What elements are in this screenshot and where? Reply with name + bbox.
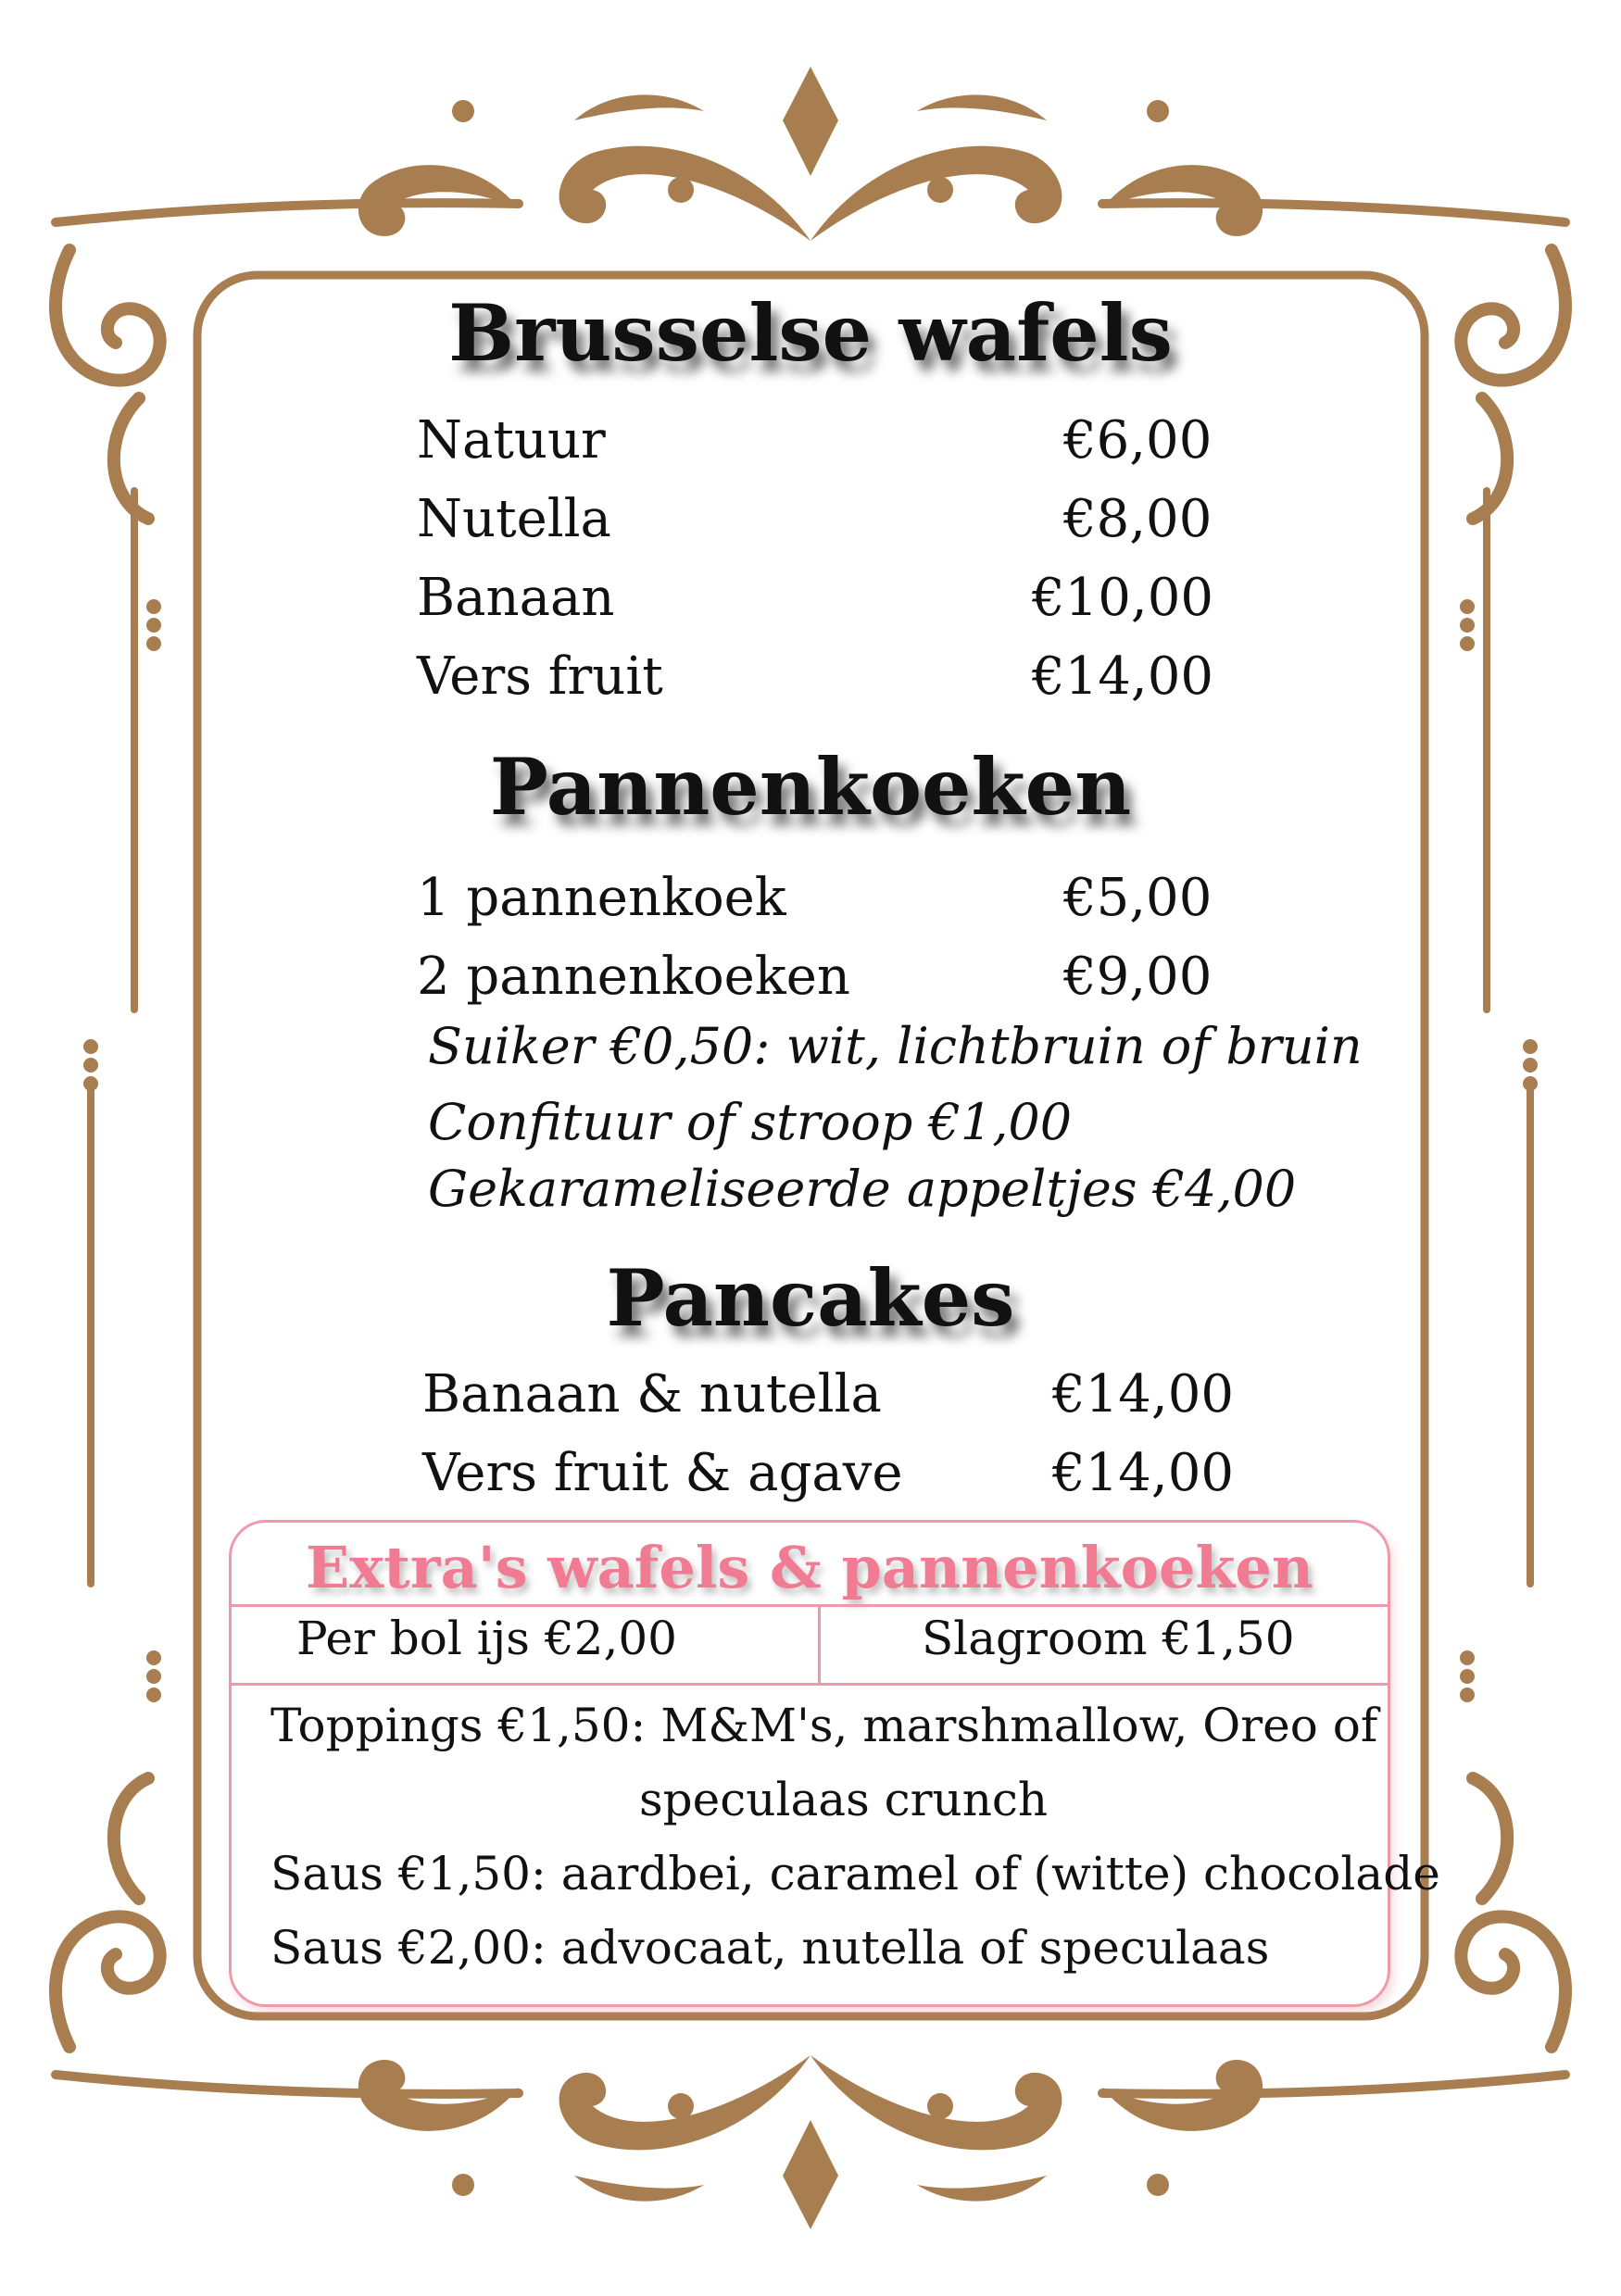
extras-ijs: Per bol ijs €2,00 (296, 1612, 677, 1665)
extras-line: speculaas crunch (639, 1773, 1049, 1826)
menu-item-price: €14,00 (1052, 1443, 1234, 1503)
menu-item-price: €8,00 (1063, 489, 1213, 549)
menu-note: Gekarameliseerde appeltjes €4,00 (428, 1160, 1297, 1218)
extras-slagroom: Slagroom €1,50 (922, 1612, 1295, 1665)
menu-note: Confituur of stroop €1,00 (428, 1093, 1073, 1151)
menu-item-name: Vers fruit (417, 646, 663, 707)
menu-item-name: 2 pannenkoeken (417, 947, 850, 1007)
section-title-pannenkoeken: Pannenkoeken (489, 741, 1132, 833)
menu-item-name: Natuur (417, 410, 606, 470)
menu-item-price: €9,00 (1063, 947, 1213, 1007)
section-title-wafels: Brusselse wafels (448, 287, 1173, 379)
menu-item-price: €5,00 (1063, 868, 1213, 928)
divider (232, 1604, 1388, 1607)
menu-item-name: Banaan (417, 568, 615, 628)
menu-item-price: €14,00 (1052, 1364, 1234, 1424)
menu-item-price: €14,00 (1032, 646, 1213, 707)
menu-note: Suiker €0,50: wit, lichtbruin of bruin (428, 1017, 1363, 1075)
divider (818, 1604, 821, 1683)
menu-item-price: €6,00 (1063, 410, 1213, 470)
divider (232, 1683, 1388, 1686)
extras-box (229, 1520, 1440, 2007)
menu-item-name: Banaan & nutella (422, 1364, 882, 1424)
menu-item-price: €10,00 (1032, 568, 1213, 628)
menu-item-name: 1 pannenkoek (417, 868, 786, 928)
extras-line: Saus €2,00: advocaat, nutella of speculaas (270, 1921, 1270, 1975)
menu-item-name: Nutella (417, 489, 611, 549)
extras-line: Toppings €1,50: M&M's, marshmallow, Oreo of (270, 1699, 1378, 1752)
section-title-pancakes: Pancakes (606, 1252, 1015, 1344)
extras-title: Extra's wafels & pannenkoeken (306, 1534, 1313, 1601)
extras-line: Saus €1,50: aardbei, caramel of (witte) chocolade (270, 1847, 1440, 1901)
menu-item-name: Vers fruit & agave (422, 1443, 903, 1503)
